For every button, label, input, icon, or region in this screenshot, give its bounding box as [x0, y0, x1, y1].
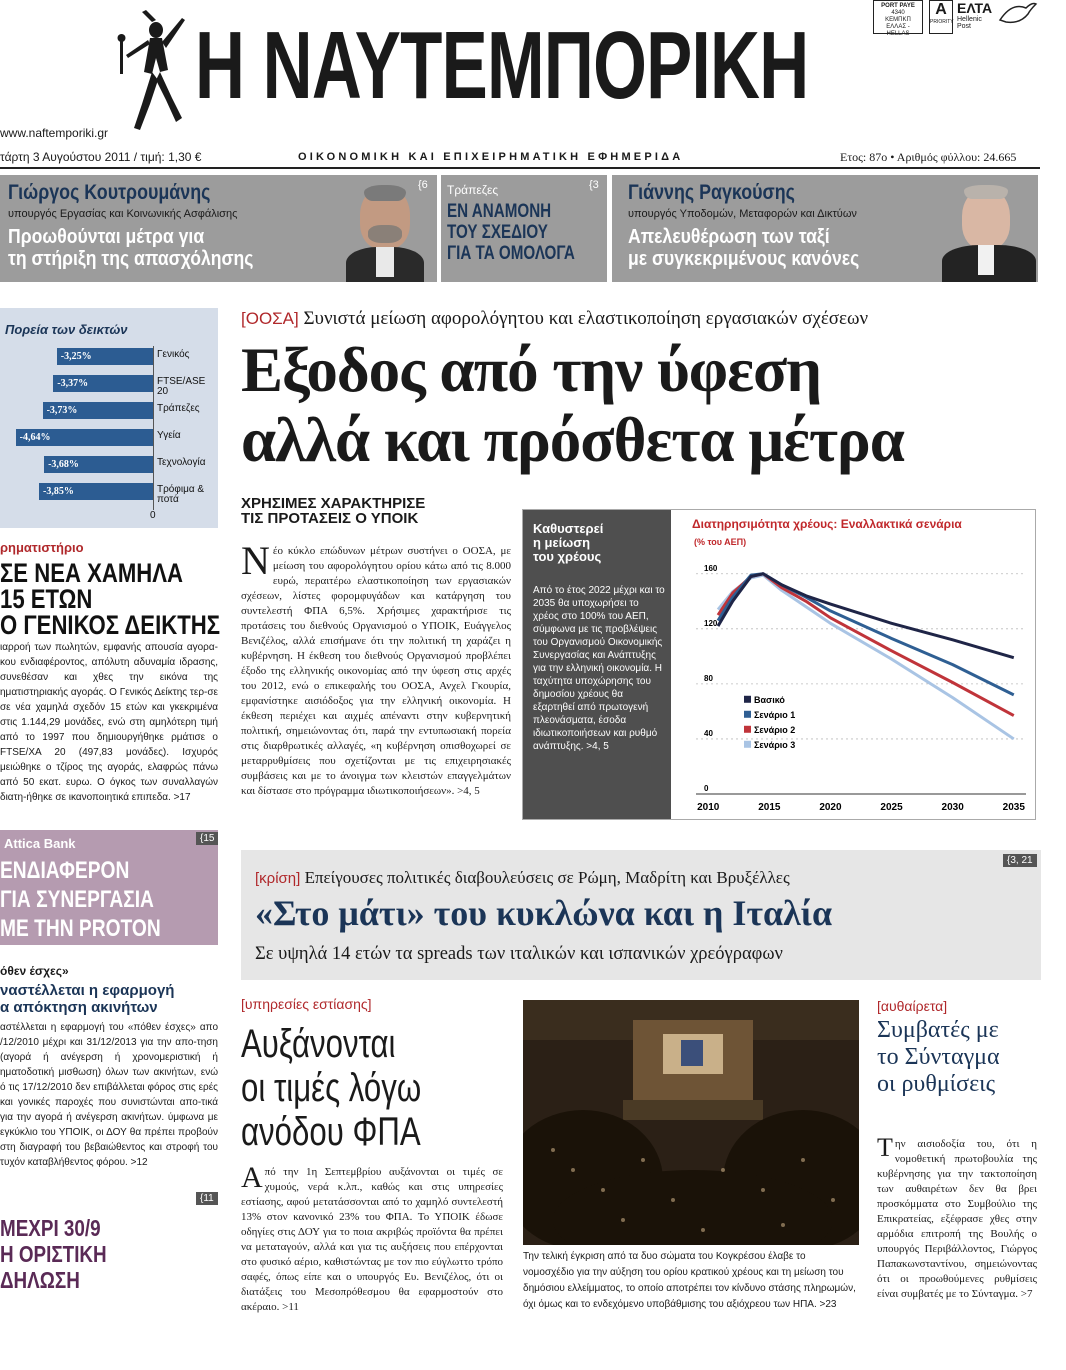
lead-dropcap: Ν	[241, 538, 270, 583]
index-label: Γενικός	[157, 349, 190, 360]
index-axis	[153, 346, 154, 510]
pothen-headline-line: ναστέλλεται η εφαρμογή	[0, 982, 175, 999]
teaser-headline	[628, 226, 859, 270]
italy-subhead: Σε υψηλά 14 ετών τα spreads των ιταλικών και ισπανικών χρεόγραφων	[255, 944, 783, 964]
lead-headline-line: Εξοδος από την ύφεση	[241, 335, 822, 405]
auth-body-text: ην αισιοδοξία του, ότι η νομοθετική πρωτοβουλία της κυβέρνησης για την τακτοποίηση των αυθαιρέτων δεν θα βρει προσκόμματα στο Συμβούλιο της Επικρατείας, εξέφρασε χθες στην αρμόδια επιτροπή της Βουλής ο υπουργός Περιβάλλοντος, Γιώργος Παπακωνσταντίνου, σημειώνοντας ότι οι προωθούμενες ρυθμίσεις είναι συμβατές με το Σύνταγμα. >7	[877, 1138, 1037, 1300]
vat-headline[interactable]	[241, 1022, 421, 1154]
attica-box[interactable]	[0, 830, 218, 945]
auth-headline-line: οι ρυθμίσεις	[877, 1071, 996, 1097]
chart-title: Διατηρησιμότητα χρέους: Εναλλακτικά σενάρια	[692, 517, 962, 531]
chart-legend-swatch	[744, 696, 751, 703]
attica-headline-line: ΜΕ ΤΗΝ PROTON	[0, 915, 161, 942]
teaser-name: Γιάννης Ραγκούσης	[628, 181, 795, 204]
index-label: FTSE/ASE 20	[157, 376, 206, 397]
chart-xtick-label: 2030	[941, 802, 964, 813]
lead-subhead	[241, 496, 425, 526]
lead-kicker-text: Συνιστά μείωση αφορολόγητου και ελαστικοποίηση εργασιακών σχέσεων	[303, 308, 869, 329]
teaser-headline-line: Προωθούνται μέτρα για	[8, 226, 205, 248]
chart-ytick-label: 160	[704, 563, 718, 573]
chart-xtick-label: 2025	[880, 802, 903, 813]
lead-body	[241, 538, 511, 799]
chart-legend-label: Σενάριο 3	[754, 739, 796, 750]
postage-line: PORT PAYE	[881, 3, 915, 9]
deadline-headline[interactable]	[0, 1215, 107, 1293]
index-label: Τρόφιμα & ποτά	[157, 484, 205, 505]
chart-legend-swatch	[744, 711, 751, 718]
postage-line: ΕΛΛΑΣ - HELLAS	[886, 24, 910, 37]
debt-side-title-line: του χρέους	[533, 549, 602, 564]
photo-caption: Την τελική έγκριση από τα δυο σώματα του Κογκρέσου έλαβε το νομοσχέδιο για την αύξηση του ορίου κρατικού χρέους και τη μείωση του δημόσιου ελλείμματος, το οποίο αποτρέπει τον κίνδυνο στάσης πληρωμών, όχι όμως και το ενδεχόμενο υποβάθμισης του αξιόχρεου των ΗΠΑ. >23	[523, 1251, 856, 1310]
index-bar: -3,25%	[57, 348, 153, 365]
vat-kicker: [υπηρεσίες εστίασης]	[241, 996, 372, 1012]
italy-kicker	[255, 868, 790, 888]
index-chart-box	[0, 308, 218, 528]
vat-headline-line: ανόδου ΦΠΑ	[241, 1110, 421, 1154]
elta-sub: Hellenic Post	[957, 16, 982, 30]
elta-bird-icon	[998, 0, 1038, 26]
portrait-koutroumanis	[346, 183, 424, 282]
chart-legend-label: Σενάριο 2	[754, 724, 796, 735]
attica-kicker: Attica Bank	[4, 836, 76, 851]
auth-headline[interactable]	[877, 1017, 1000, 1098]
deadline-headline-line: ΔΗΛΩΣΗ	[0, 1267, 80, 1293]
dateline: τάρτη 3 Αυγούστου 2011 / τιμή: 1,30 €	[0, 150, 202, 164]
issue-number: Ετος: 87ο • Αριθμός φύλλου: 24.665	[840, 150, 1017, 164]
chart-legend-swatch	[744, 741, 751, 748]
market-headline-line: 15 ΕΤΩΝ	[0, 584, 93, 614]
vat-headline-line: οι τιμές λόγω	[241, 1066, 422, 1110]
chart-xtick-label: 2015	[758, 802, 781, 813]
market-headline[interactable]	[0, 560, 220, 638]
market-headline-line: ΣΕ ΝΕΑ ΧΑΜΗΛΑ	[0, 558, 184, 588]
chart-xtick-label: 2035	[1002, 802, 1025, 813]
index-label: Τεχνολογία	[157, 457, 206, 468]
site-url[interactable]: www.naftemporiki.gr	[0, 126, 109, 140]
chart-legend-label: Βασικό	[754, 694, 785, 705]
lead-headline[interactable]	[241, 335, 904, 475]
masthead-rule	[0, 167, 1040, 169]
debt-chart	[672, 512, 1034, 818]
chart-xtick-label: 2010	[697, 802, 720, 813]
lead-kicker	[241, 308, 868, 330]
vat-body	[241, 1161, 503, 1315]
chart-ytick-label: 120	[704, 618, 718, 628]
teaser-headline-line: Απελευθέρωση των ταξί	[628, 226, 830, 248]
teaser-headline-line: ΕΝ ΑΝΑΜΟΝΗ	[447, 201, 552, 222]
debt-side-body: Από το έτος 2022 μέχρι και το 2035 θα υποχωρήσει το χρέος στο 100% του ΑΕΠ, σύμφωνα με τις προβλέψεις του Οργανισμού Οικονομικής Συνεργασίας και Ανάπτυξης για την ελληνική οικονομία. Η ταχύτητα υποχώρησης του δημοσίου χρέους θα εξαρτηθεί από πρωτογενή πλεονάσματα, έσοδα ιδιωτικοποιήσεων και ρυθμό ανάπτυξης. >4, 5	[533, 585, 665, 752]
auth-body	[877, 1133, 1037, 1302]
market-headline-line: Ο ΓΕΝΙΚΟΣ ΔΕΙΚΤΗΣ	[0, 610, 221, 640]
chart-ylabel: (% του ΑΕΠ)	[694, 537, 747, 547]
italy-kicker-tag: [κρίση]	[255, 870, 301, 887]
postage-line: ΚΕΜΠΚΠ	[885, 17, 911, 23]
teaser-headline-line: τη στήριξη της απασχόλησης	[8, 248, 254, 270]
vat-dropcap: Α	[241, 1161, 263, 1194]
auth-dropcap: Τ	[877, 1133, 893, 1162]
index-label: Υγεία	[157, 430, 181, 441]
vat-headline-line: Αυξάνονται	[241, 1022, 396, 1066]
lead-subhead-line: ΤΙΣ ΠΡΟΤΑΣΕΙΣ Ο ΥΠΟΙΚ	[241, 510, 419, 527]
index-bar: -3,85%	[39, 483, 153, 500]
teaser-page: {3	[589, 179, 599, 191]
italy-page: {3, 21	[1003, 854, 1037, 867]
teaser-ragousis[interactable]	[612, 175, 1038, 282]
pothen-body: αστέλλεται η εφαρμογή του «πόθεν έσχες» απο /12/2010 μέχρι και 31/12/2013 για την απο-τηση (αγορά ή ανέγερση ή χρονομεριστική ή ηματοδοτική μισθωση) όλων των ακινήτων, ενώ ό τις 17/12/2010 δεν επιβάλλεται φόρος στις ερές και γονικές παροχές που συνιστώνται απο-τικά για την αγορά ή ανέγερση ακινήτων. ύμφωνα με εγκύκλιο του ΥΠΟΙΚ, οι ΔΟΥ θα πρέπει προβούν στη διαγραφή του βεβαιώθεντος και στροφή του τυχόν καταβλήθεντος φόρου. >12	[0, 1022, 218, 1168]
deadline-headline-line: Η ΟΡΙΣΤΙΚΗ	[0, 1241, 107, 1267]
teaser-koutroumanis[interactable]	[0, 175, 437, 282]
portrait-ragousis	[938, 183, 1038, 282]
attica-headline-line: ΓΙΑ ΣΥΝΕΡΓΑΣΙΑ	[0, 886, 154, 913]
pothen-headline[interactable]	[0, 982, 174, 1016]
index-bar: -3,37%	[53, 375, 153, 392]
tagline: ΟΙΚΟΝΟΜΙΚΗ ΚΑΙ ΕΠΙΧΕΙΡΗΜΑΤΙΚΗ ΕΦΗΜΕΡΙΔΑ	[298, 151, 684, 163]
deadline-headline-line: ΜΕΧΡΙ 30/9	[0, 1215, 101, 1241]
teaser-headline	[447, 201, 575, 264]
index-bar: -4,64%	[16, 429, 153, 446]
masthead-title: Η ΝΑΥΤΕΜΠΟΡΙΚΗ	[195, 12, 809, 119]
chart-series-line	[718, 574, 1014, 695]
priority-letter: A	[935, 1, 947, 18]
priority-badge	[929, 0, 953, 34]
deadline-page: {11	[196, 1192, 218, 1205]
lead-body-text: έο κύκλο επώδυνων μέτρων συστήνει ο ΟΟΣΑ, με μείωση του αφορολόγητου ορίου κάτω από τις 8.000 ευρώ, περαιτέρω ελαστικοποίηση των εργασιακών σχέσεων, λίστες φορομφυγάδων και κατάργηση του συντελεστή ΦΠΑ 6,5%. Χρήσιμες χαρακτήρισε τις προτάσεις του διεθνούς Οργανισμού ο ΥΠΟΙΚ, Ευάγγελος Βενιζέλος, αλλά επισήμανε ότι την πολιτική τη χαράζει η κυβέρνηση. Η έκθεση του διεθνούς Οργανισμού προβλέπει έξοδο της ελληνικής οικονομίας από την ύφεση στις αρχές του 2012, ενώ ο επικεφαλής του ΟΟΣΑ, Ανχελ Γκουρία, εμφανίστηκε αισιόδοξος για την ελληνική οικονομία. Η έκθεση περιέχει και αιχμές απέναντι στην κυβερνητική πολιτική, σημειώνοντας ότι, παρά την εντυπωσιακή πορεία στις διαρθρωτικές αλλαγές, «η κυβέρνηση οπισθοχωρεί σε μεταρρυθμίσεις που σχετίζονται με τις επιχειρησιακές συμβάσεις και με το άνοιγμα των κλειστών επαγγελμάτων και δίστασε στο πρόγραμμα ιδιωτικοποιήσεων». >4, 5	[241, 545, 511, 797]
chart-ytick-label: 40	[704, 728, 713, 738]
auth-headline-line: το Σύνταγμα	[877, 1044, 1000, 1070]
auth-kicker: [αυθαίρετα]	[877, 998, 948, 1014]
teaser-role: υπουργός Υποδομών, Μεταφορών και Δικτύων	[628, 208, 857, 220]
chart-legend-swatch	[744, 726, 751, 733]
lead-subhead-line: ΧΡΗΣΙΜΕΣ ΧΑΡΑΚΤΗΡΙΣΕ	[241, 495, 426, 512]
index-title: Πορεία των δεικτών	[5, 322, 128, 337]
lead-kicker-tag: [ΟΟΣΑ]	[241, 309, 299, 328]
teaser-name: Γιώργος Κουτρουμάνης	[8, 181, 211, 204]
teaser-banks[interactable]	[441, 175, 607, 282]
auth-headline-line: Συμβατές με	[877, 1017, 999, 1043]
chart-xtick-label: 2020	[819, 802, 842, 813]
debt-sidebar	[523, 510, 671, 819]
attica-page: {15	[196, 832, 218, 845]
italy-headline: «Στο μάτι» του κυκλώνα και η Ιταλία	[255, 893, 833, 933]
teaser-page: {6	[418, 179, 428, 191]
attica-headline-line: ΕΝΔΙΑΦΕΡΟΝ	[0, 857, 130, 884]
elta-logo	[957, 0, 992, 30]
teaser-headline	[8, 226, 253, 270]
debt-side-title-line: η μείωση	[533, 535, 591, 550]
postage-line: 4340	[891, 10, 905, 16]
pothen-kicker: όθεν έσχες»	[0, 964, 69, 978]
chart-ytick-label: 0	[704, 784, 709, 793]
teaser-headline-line: ΓΙΑ ΤΑ ΟΜΟΛΟΓΑ	[447, 243, 575, 264]
vat-body-text: πό την 1η Σεπτεμβρίου αυξάνονται οι τιμές σε χυμούς, νερά κ.λπ., καθώς και στις υπηρεσίες εστίασης, αφού μετατάσσονται από το χαμηλό συντελεστή 13% στον κανονικό 23% του ΦΠΑ. Το ΥΠΟΙΚ έδωσε οδηγίες στις ΔΟΥ για το ποια ακριβώς προϊόντα θα πρέπει να μεταταγούν, αλλά και για τις αυξήσεις που επέρχονται στο φυσικό αέριο, καθιστώντας με τον πιο εύγλωττο τρόπο σαφές, όπως είπε και ο υπουργός Ευ. Βενιζέλος, ότι οι διατάξεις του Μεσοπρόθεσμου θα εφαρμοστούν στο ακέραιο. >11	[241, 1166, 503, 1313]
postage-stamp	[873, 0, 923, 37]
italy-story[interactable]	[241, 850, 1041, 980]
priority-label: PRIORITY	[930, 19, 954, 25]
market-body: ιαρροή των πωλητών, εμφανής απουσία αγορα-κου ενδιαφέροντος, απόλυτη αδυναμία ιδρασης, συνεθέσαν και χθες την εικόνα της ηματιστηριακής αγοράς. Ο Γενικός Δείκτης τερ-σε σε νέα χαμηλά σχεδόν 15 ετών και γκεκριμένα στις 1.144,29 μονάδες, ενώ στη αμηλότερη τιμή από το 1997 που δημιουργήθηκε ρμάτισε ο FTSE/XA 20 (497,83 μονάδες). Ισχυρός μειώθηκε ο τζίρος της αγοράς, ελαφρώς πάνω από 50 εκατ. ευρω. Ο όγκος των συναλλαγών διατη-ήθηκε σε ικανοποιητικά επιπεδα. >17	[0, 642, 218, 803]
index-bar: -3,73%	[43, 402, 153, 419]
teaser-headline-line: με συγκεκριμένους κανόνες	[628, 248, 860, 270]
teaser-kicker: Τράπεζες	[447, 183, 499, 197]
chart-ytick-label: 80	[704, 673, 713, 683]
market-kicker: ρηματιστήριο	[0, 540, 84, 555]
congress-photo	[523, 1000, 859, 1245]
lead-headline-line: αλλά και πρόσθετα μέτρα	[241, 405, 904, 475]
index-bar: -3,68%	[44, 456, 153, 473]
attica-headline	[0, 856, 161, 943]
elta-brand: ΕΛΤΑ	[957, 0, 993, 16]
pothen-headline-line: α απόκτηση ακινήτων	[0, 999, 158, 1016]
italy-kicker-text: Επείγουσες πολιτικές διαβουλεύσεις σε Ρώμη, Μαδρίτη και Βρυξέλλες	[304, 868, 790, 887]
debt-side-title-line: Καθυστερεί	[533, 521, 604, 536]
teaser-role: υπουργός Εργασίας και Κοινωνικής Ασφάλισης	[8, 208, 238, 220]
teaser-headline-line: ΤΟΥ ΣΧΕΔΙΟΥ	[447, 222, 548, 243]
index-zero: 0	[150, 510, 156, 521]
index-label: Τράπεζες	[157, 403, 200, 414]
chart-legend-label: Σενάριο 1	[754, 709, 796, 720]
debt-side-title	[533, 522, 603, 564]
hermes-logo	[112, 0, 192, 140]
